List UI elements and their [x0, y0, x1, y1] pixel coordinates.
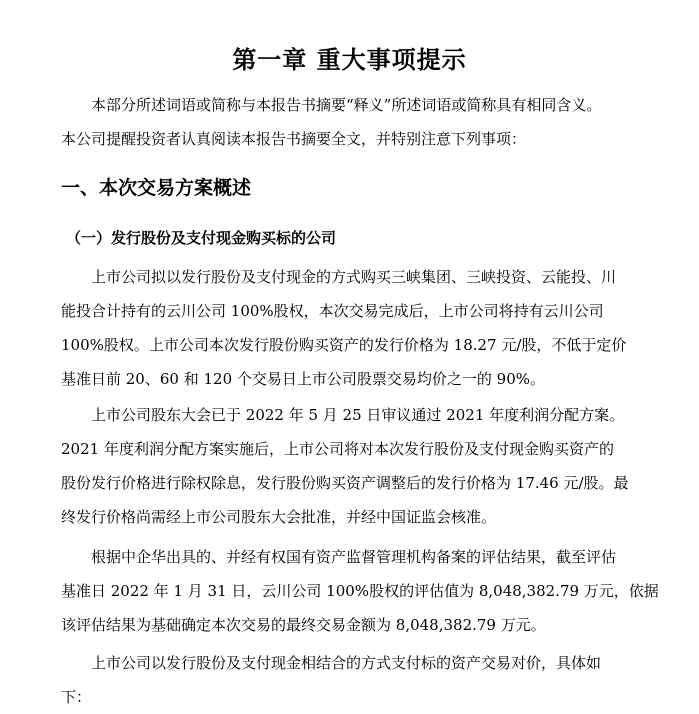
paragraph-1-line-1: 上市公司拟以发行股份及支付现金的方式购买三峡集团、三峡投资、云能投、川: [91, 268, 617, 286]
paragraph-4-line-2: 下：: [61, 688, 92, 706]
paragraph-3: [61, 540, 659, 642]
chapter-title: 第一章 重大事项提示: [232, 46, 467, 74]
sub-heading: （一）发行股份及支付现金购买标的公司: [66, 229, 337, 247]
intro-line-1: 本部分所述词语或简称与本报告书摘要“释义”所述词语或简称具有相同含义。: [91, 96, 602, 114]
paragraph-3-line-3: 该评估结果为基础确定本次交易的最终交易金额为 8,048,382.79 万元。: [61, 616, 546, 634]
paragraph-1-line-2: 能投合计持有的云川公司 100%股权，本次交易完成后，上市公司将持有云川公司: [61, 302, 604, 320]
paragraph-1-line-3: 100%股权。上市公司本次发行股份购买资产的发行价格为 18.27 元/股，不低于定价: [61, 336, 627, 354]
paragraph-4: [61, 646, 659, 714]
paragraph-1: [61, 260, 659, 396]
paragraph-3-line-1: 根据中企华出具的、并经有权国有资产监督管理机构备案的评估结果，截至评估: [91, 548, 617, 566]
paragraph-2: [61, 398, 659, 534]
paragraph-2-line-2: 2021 年度利润分配方案实施后，上市公司将对本次发行股份及支付现金购买资产的: [61, 440, 614, 458]
intro-paragraph: [61, 88, 659, 156]
paragraph-3-line-2: 基准日 2022 年 1 月 31 日，云川公司 100%股权的评估值为 8,048,382.79 万元，依据: [61, 582, 659, 600]
section-heading: 一、本次交易方案概述: [61, 177, 252, 199]
paragraph-2-line-3: 股份发行价格进行除权除息，发行股份购买资产调整后的发行价格为 17.46 元/股。最: [61, 474, 629, 492]
paragraph-2-line-4: 终发行价格尚需经上市公司股东大会批准，并经中国证监会核准。: [61, 508, 497, 526]
paragraph-4-line-1: 上市公司以发行股份及支付现金相结合的方式支付标的资产交易对价，具体如: [91, 654, 602, 672]
intro-line-2: 本公司提醒投资者认真阅读本报告书摘要全文，并特别注意下列事项：: [61, 130, 527, 148]
paragraph-2-line-1: 上市公司股东大会已于 2022 年 5 月 25 日审议通过 2021 年度利润分配方案。: [91, 406, 625, 424]
paragraph-1-line-4: 基准日前 20、60 和 120 个交易日上市公司股票交易均价之一的 90%。: [61, 370, 545, 388]
